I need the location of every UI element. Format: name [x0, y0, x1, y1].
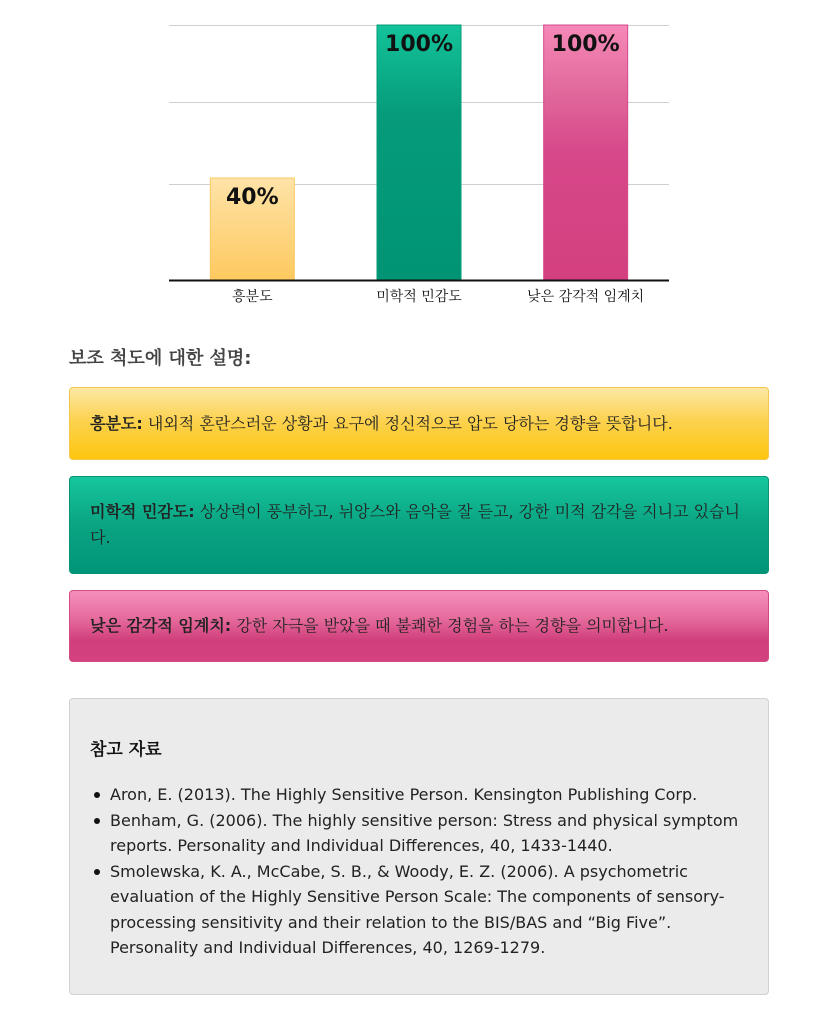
reference-item: Aron, E. (2013). The Highly Sensitive Person. Kensington Publishing Corp. — [110, 782, 748, 808]
bar-value-label: 40% — [225, 185, 279, 210]
explanation-term: 낮은 감각적 임계치: — [90, 616, 232, 635]
explanation-text — [90, 499, 748, 551]
references-title: 참고 자료 — [90, 740, 162, 760]
explanation-card-threshold — [69, 590, 769, 662]
reference-item: Benham, G. (2006). The highly sensitive person: Stress and physical symptom reports. Personality and Individual Differences, 40, 1433-1440. — [110, 808, 748, 859]
explanation-body: 상상력이 풍부하고, 뉘앙스와 음악을 잘 듣고, 강한 미적 감각을 지니고 있습니다. — [90, 502, 740, 547]
explanation-text — [90, 411, 673, 437]
explanation-body: 내외적 혼란스러운 상황과 요구에 정신적으로 압도 당하는 경향을 뜻합니다. — [142, 413, 673, 433]
reference-item: Smolewska, K. A., McCabe, S. B., & Woody, E. Z. (2006). A psychometric evaluation of the Highly Sensitive Person Scale: The components of sensory-processing sensitivity and their relation to the BIS/BAS and “Big Five”. Personality and Individual Differences, 40, 1269-1279. — [110, 859, 748, 961]
references-list — [90, 782, 748, 961]
bar-value-label: 100% — [551, 32, 620, 57]
bar-chart — [0, 0, 830, 320]
explanations-title: 보조 척도에 대한 설명: — [69, 348, 252, 369]
explanation-term: 흥분도: — [90, 413, 143, 433]
bar-2 — [544, 25, 628, 280]
explanation-body: 강한 자극을 받았을 때 불쾌한 경험을 하는 경향을 의미합니다. — [231, 616, 669, 635]
bar-1 — [377, 25, 461, 280]
explanation-term: 미학적 민감도: — [90, 502, 195, 521]
explanation-text — [90, 613, 668, 639]
category-label: 낮은 감각적 임계치 — [527, 289, 645, 305]
references-box — [69, 698, 769, 995]
bar-value-label: 100% — [385, 32, 453, 57]
explanation-card-aesthetic — [69, 476, 769, 574]
chart-bars — [210, 25, 627, 280]
explanation-card-arousal — [69, 387, 769, 460]
category-label: 미학적 민감도 — [376, 289, 462, 305]
category-label: 흥분도 — [232, 289, 273, 305]
